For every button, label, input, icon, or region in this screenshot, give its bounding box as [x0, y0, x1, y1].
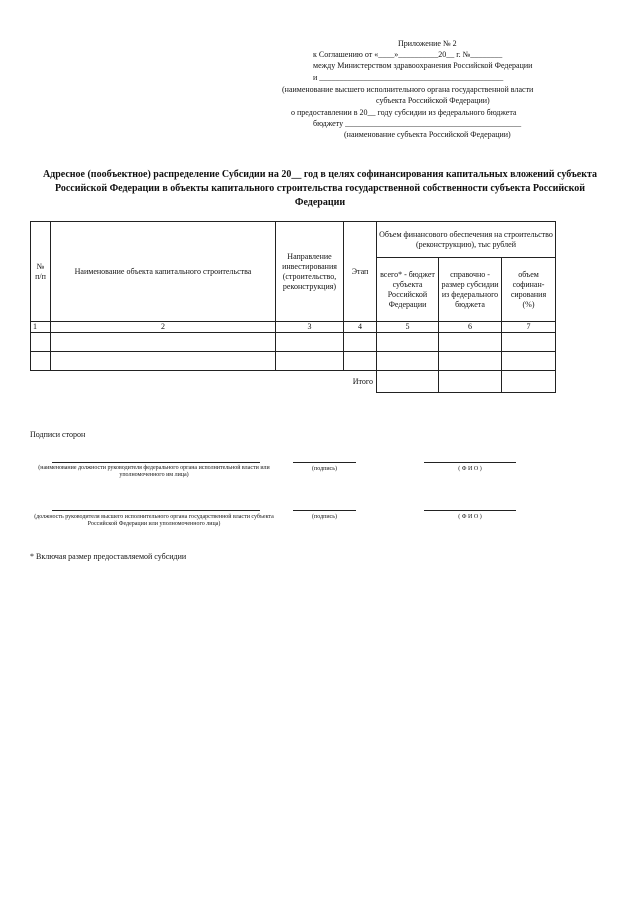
total-label: Итого — [352, 376, 373, 386]
org-note-1: (наименование высшего исполнительного органа государственной власти — [282, 85, 534, 94]
footnote: * Включая размер предоставляемой субсидии — [30, 552, 187, 561]
col-header-cofin: объем софинан-сирования (%) — [502, 258, 556, 322]
number-cell: 4 — [344, 322, 377, 333]
federal-sign-label: (подпись) — [312, 466, 337, 472]
regional-position-note: (должность руководителя высшего исполнительного органа государственной власти субъекта Российской Федерации или уполномоченного лица) — [34, 514, 274, 527]
distribution-table — [30, 221, 556, 393]
between-line: между Министерством здравоохранения Российской Федерации — [313, 61, 533, 70]
budget-line: бюджету ____________________________________________ — [313, 119, 522, 128]
col-header-direction: Направление инвестирования (строительство, реконструкция) — [276, 222, 344, 322]
col-header-reference: справочно - размер субсидии из федерального бюджета — [439, 258, 502, 322]
federal-position-note: (наименование должности руководителя федерального органа исполнительной власти или уполномоченного им лица) — [38, 465, 270, 478]
federal-sign-line — [293, 462, 356, 463]
agreement-line: к Соглашению от «____»__________20__ г. №________ — [313, 50, 503, 59]
regional-signatory-line — [52, 510, 260, 511]
table-row-total — [31, 371, 556, 393]
col-header-num: № п/п — [31, 222, 51, 322]
federal-fio-label: ( Ф И О ) — [458, 466, 482, 472]
table-row-numbers — [31, 322, 556, 333]
number-cell: 2 — [51, 322, 276, 333]
signatures-title: Подписи сторон — [30, 430, 86, 439]
regional-fio-line — [424, 510, 516, 511]
col-header-volume: Объем финансового обеспечения на строительство (реконструкцию), тыс рублей — [377, 222, 556, 258]
and-line: и ______________________________________________ — [313, 73, 504, 82]
number-cell: 5 — [377, 322, 439, 333]
document-title: Адресное (пообъектное) распределение Субсидии на 20__ год в целях софинансирования капитальных вложений субъекта Российской Федерации в объекты капитального строительства государственной собственности субъекта Российской Федерации — [42, 169, 598, 208]
regional-sign-label: (подпись) — [312, 514, 337, 520]
subsidy-line: о предоставлении в 20__ году субсидии из федерального бюджета — [291, 108, 517, 117]
subject-note: (наименование субъекта Российской Федерации) — [344, 130, 511, 139]
number-cell: 1 — [31, 322, 51, 333]
col-header-name: Наименование объекта капитального строительства — [51, 222, 276, 322]
federal-signatory-line — [52, 462, 260, 463]
appendix-label: Приложение № 2 — [398, 39, 457, 48]
number-cell: 3 — [276, 322, 344, 333]
col-header-total: всего* - бюджет субъекта Российской Федерации — [377, 258, 439, 322]
regional-sign-line — [293, 510, 356, 511]
table-row — [31, 352, 556, 371]
table-row — [31, 333, 556, 352]
number-cell: 6 — [439, 322, 502, 333]
number-cell: 7 — [502, 322, 556, 333]
regional-fio-label: ( Ф И О ) — [458, 514, 482, 520]
col-header-stage: Этап — [344, 222, 377, 322]
federal-fio-line — [424, 462, 516, 463]
org-note-2: субъекта Российской Федерации) — [376, 96, 490, 105]
